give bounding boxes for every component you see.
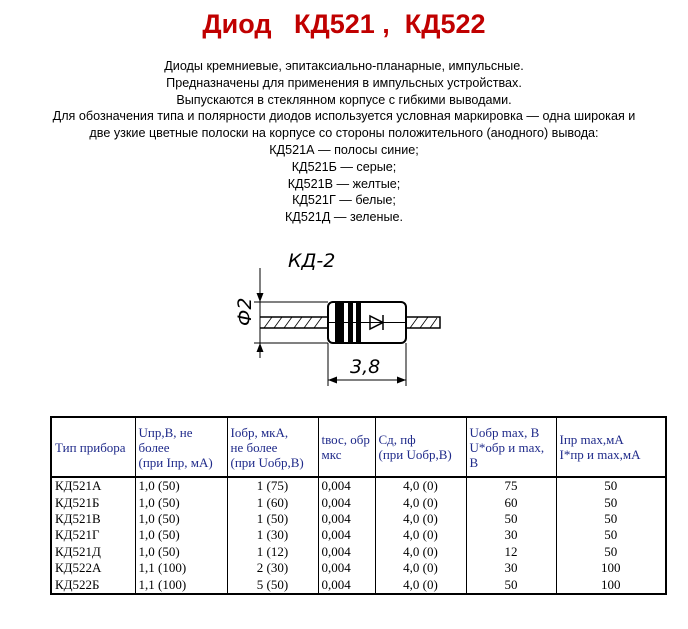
cell-reverse-voltage: 30 [466,560,556,576]
cell-reverse-current: 1 (75) [227,477,318,494]
table-header-row [51,417,666,477]
cell-reverse-current: 1 (50) [227,511,318,527]
header-forward-voltage: Uпр,В, не более (при Iпр, мА) [135,417,227,477]
description-line: КД521Г — белые; [292,193,396,208]
lead-hatch [410,317,437,328]
header-reverse-current: Iобр, мкА, не более (при Uобр,В) [227,417,318,477]
cell-forward-voltage: 1,0 (50) [135,527,227,543]
table-row [51,576,666,593]
cell-type: КД521Б [51,494,135,510]
table-row [51,477,666,494]
cell-reverse-voltage: 12 [466,544,556,560]
cell-type: КД521В [51,511,135,527]
description-line: Для обозначения типа и полярности диодов используется условная маркировка — одна широкая и [52,109,636,124]
description-line: две узкие цветные полоски на корпусе со стороны положительного (анодного) вывода: [89,126,599,141]
cell-recovery-time: 0,004 [318,477,375,494]
cell-forward-current: 50 [556,477,666,494]
cell-forward-voltage: 1,1 (100) [135,560,227,576]
cell-capacitance: 4,0 (0) [375,527,466,543]
header-recovery-time: tвос, обр мкс [318,417,375,477]
cell-reverse-current: 1 (30) [227,527,318,543]
description-line: КД521Д — зеленые. [284,210,404,225]
cell-forward-current: 100 [556,560,666,576]
cell-forward-voltage: 1,0 (50) [135,477,227,494]
cell-recovery-time: 0,004 [318,560,375,576]
cell-capacitance: 4,0 (0) [375,477,466,494]
cell-forward-current: 50 [556,511,666,527]
parameters-table [50,416,667,595]
cell-reverse-voltage: 50 [466,511,556,527]
cell-forward-voltage: 1,0 (50) [135,494,227,510]
cell-reverse-voltage: 60 [466,494,556,510]
package-drawing [220,248,470,398]
cell-capacitance: 4,0 (0) [375,544,466,560]
package-label: КД-2 [288,250,336,272]
cell-reverse-voltage: 75 [466,477,556,494]
cell-capacitance: 4,0 (0) [375,560,466,576]
table-row [51,494,666,510]
description-line: Диоды кремниевые, эпитаксиально-планарные, импульсные. [164,59,524,73]
cell-reverse-current: 1 (12) [227,544,318,560]
cell-reverse-current: 5 (50) [227,576,318,593]
cell-forward-current: 50 [556,544,666,560]
cell-forward-current: 100 [556,576,666,593]
cell-type: КД521Г [51,527,135,543]
table-row [51,560,666,576]
cell-capacitance: 4,0 (0) [375,494,466,510]
length-label: 3,8 [350,356,381,378]
cell-reverse-voltage: 30 [466,527,556,543]
description-line: Предназначены для применения в импульсных устройствах. [166,75,522,90]
header-device-type: Тип прибора [51,417,135,477]
table-row [51,527,666,543]
cell-type: КД522А [51,560,135,576]
description-line: КД521Б — серые; [291,159,397,174]
cell-type: КД522Б [51,576,135,593]
lead-hatch [264,317,322,328]
header-reverse-voltage-max: Uобр max, В U*обр и max, В [466,417,556,477]
header-capacitance: Сд, пф (при Uобр,В) [375,417,466,477]
table-row [51,511,666,527]
page-title: Диод КД521 , КД522 [202,9,486,39]
cell-recovery-time: 0,004 [318,511,375,527]
description-line: КД521А — полосы синие; [269,142,419,157]
diameter-label: Ф2 [234,297,256,326]
cell-forward-current: 50 [556,494,666,510]
header-forward-current-max: Iпр max,мА I*пр и max,мА [556,417,666,477]
cell-capacitance: 4,0 (0) [375,511,466,527]
cell-forward-voltage: 1,0 (50) [135,511,227,527]
description-line: Выпускаются в стеклянном корпусе с гибкими выводами. [176,92,512,107]
cell-reverse-voltage: 50 [466,576,556,593]
table-row [51,544,666,560]
cell-forward-current: 50 [556,527,666,543]
cell-reverse-current: 1 (60) [227,494,318,510]
cell-recovery-time: 0,004 [318,527,375,543]
description [0,58,688,226]
cell-recovery-time: 0,004 [318,494,375,510]
cell-forward-voltage: 1,0 (50) [135,544,227,560]
cell-type: КД521А [51,477,135,494]
cell-reverse-current: 2 (30) [227,560,318,576]
cell-recovery-time: 0,004 [318,576,375,593]
cell-forward-voltage: 1,1 (100) [135,576,227,593]
cell-capacitance: 4,0 (0) [375,576,466,593]
cell-recovery-time: 0,004 [318,544,375,560]
cell-type: КД521Д [51,544,135,560]
description-line: КД521В — желтые; [287,176,401,191]
